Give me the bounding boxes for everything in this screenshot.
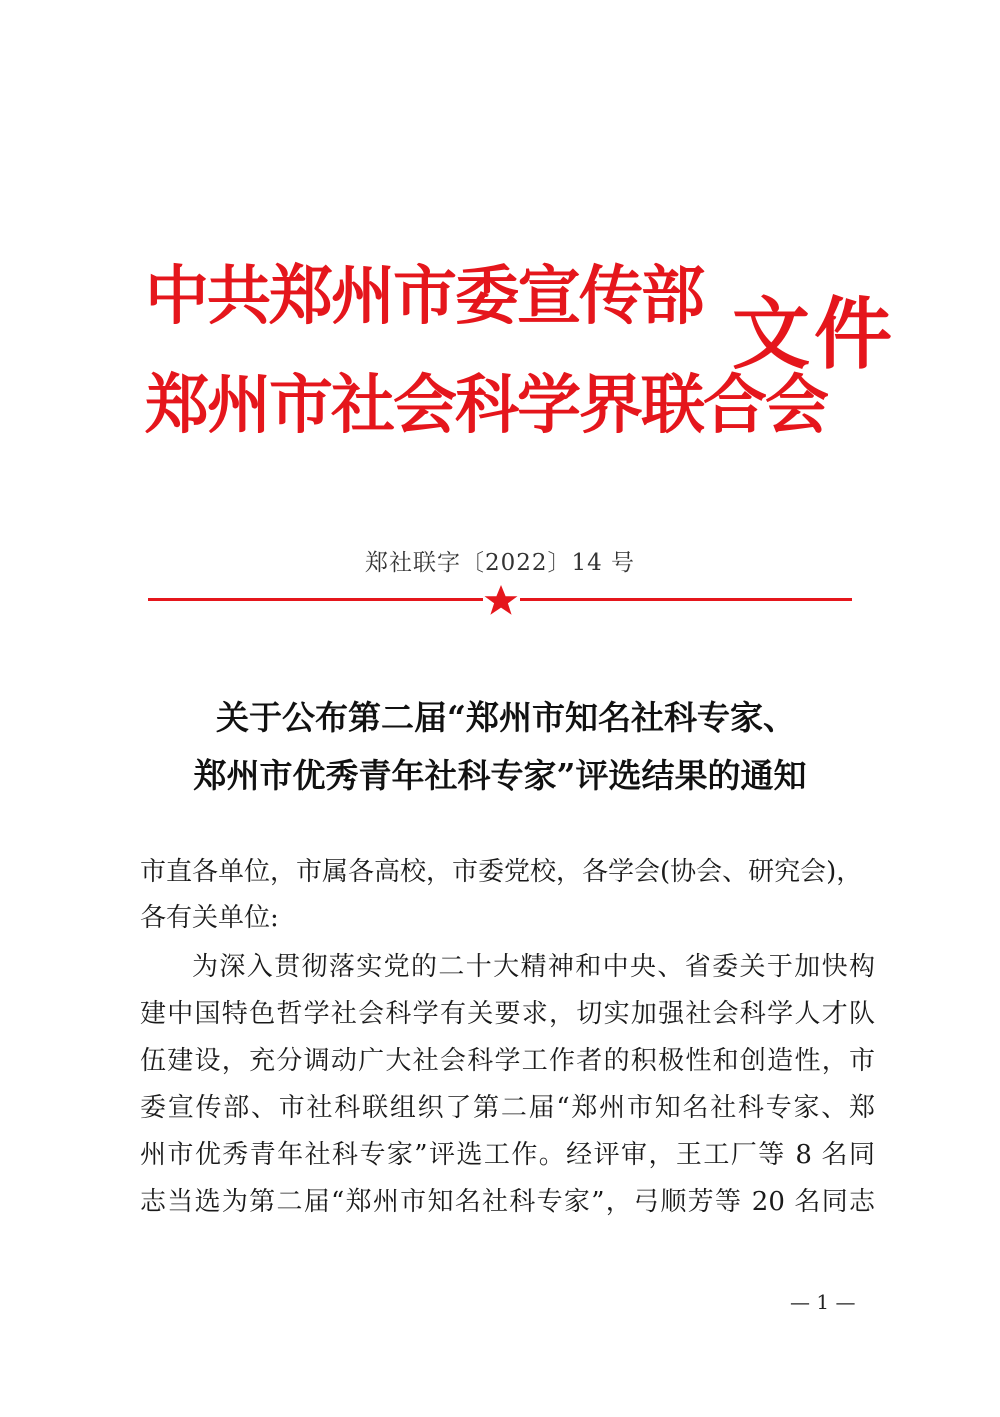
- body-line: 建中国特色哲学社会科学有关要求，切实加强社会科学人才队: [140, 999, 875, 1029]
- body-line: 州市优秀青年社科专家”评选工作。经评审，王工厂等 8 名同: [140, 1140, 875, 1170]
- body-line: 委宣传部、市社科联组织了第二届“郑州市知名社科专家、郑: [140, 1093, 875, 1123]
- body-line: 志当选为第二届“郑州市知名社科专家”，弓顺芳等 20 名同志: [140, 1187, 875, 1217]
- red-star-icon: [481, 583, 521, 617]
- letterhead-document-label: 文件: [732, 290, 897, 380]
- red-divider-left: [148, 598, 483, 601]
- body-line: 伍建设，充分调动广大社会科学工作者的积极性和创造性，市: [140, 1046, 875, 1076]
- recipients-line-2: 各有关单位:: [140, 903, 279, 933]
- letterhead-line-1: 中共郑州市委宣传部: [145, 260, 703, 334]
- notice-title-line-2: 郑州市优秀青年社科专家”评选结果的通知: [193, 756, 807, 795]
- notice-title-line-1: 关于公布第二届“郑州市知名社科专家、: [216, 698, 796, 737]
- red-divider-right: [520, 598, 852, 601]
- letterhead-line-2: 郑州市社会科学界联合会: [145, 369, 827, 443]
- body-line: 为深入贯彻落实党的二十大精神和中央、省委关于加快构: [192, 952, 875, 982]
- page-number: — 1 —: [790, 1290, 856, 1314]
- recipients-line-1: 市直各单位，市属各高校，市委党校，各学会(协会、研究会)，: [140, 857, 863, 887]
- document-number: 郑社联字〔2022〕14 号: [364, 550, 636, 576]
